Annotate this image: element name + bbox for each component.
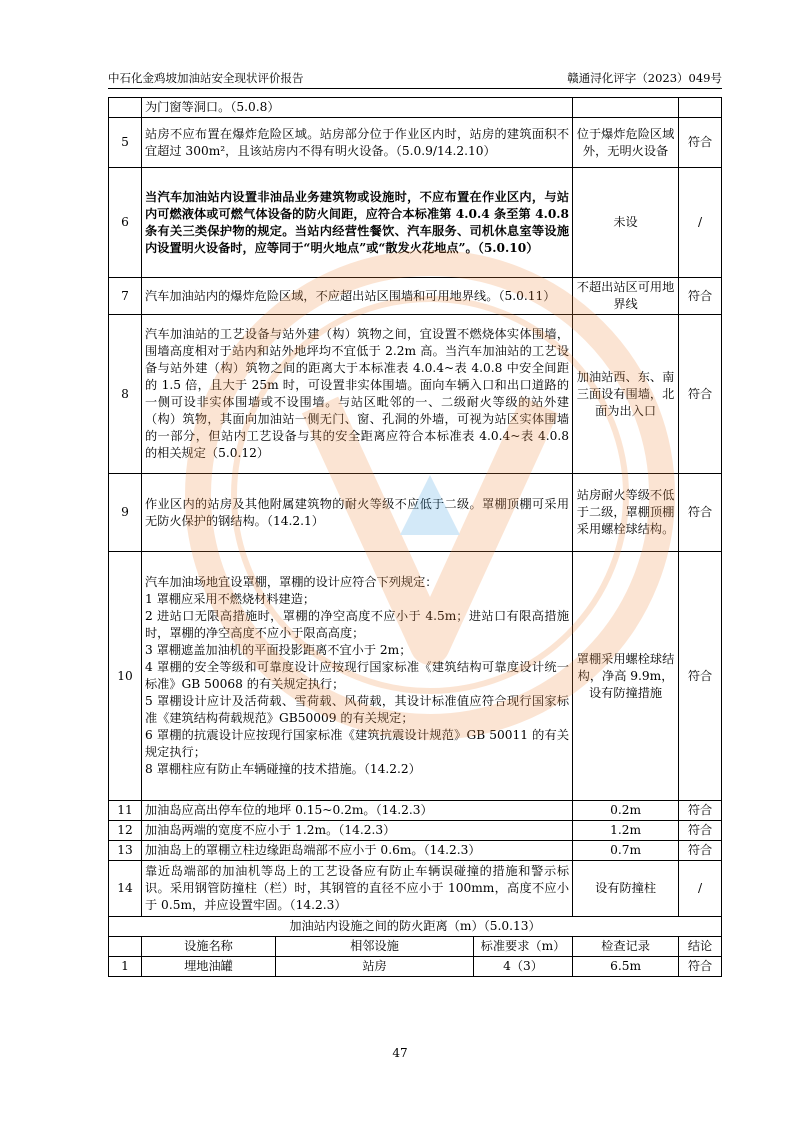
row-requirement: 汽车加油站的工艺设备与站外建（构）筑物之间，宜设置不燃烧体实体围墙，围墙高度相对于站内和站外地坪均不宜低于 2.2m 高。当汽车加油站的工艺设备与站外建（构）筑物之间的距离大于本标准表 4.0.4~表 4.0.8 中安全间距的 1.5 倍，且大于 25m 时，可设置非实体围墙。面向车辆入口和出口道路的一侧可设非实体围墙或不设围墙。与站区毗邻的一、二级耐火等级的站外建（构）筑物，其面向加油站一侧无门、窗、孔洞的外墙，可视为站区实体围墙的一部分，但站内工艺设备与其的安全距离应符合本标准表 4.0.4~表 4.0.8 的相关规定（5.0.12） [142,315,573,474]
row-conclusion: 符合 [679,801,722,821]
row-number: 10 [109,552,142,801]
row-conclusion: 符合 [679,278,722,315]
evaluation-table [108,97,722,977]
row-requirement: 当汽车加油站内设置非油品业务建筑物或设施时，不应布置在作业区内，与站内可燃液体或可燃气体设备的防火间距，应符合本标准第 4.0.4 条至第 4.0.8 条有关三类保护物的规定。当站内经营性餐饮、汽车服务、司机休息室等设施内设置明火设备时，应等同于“明火地点”或“散发火花地点”。（5.0.10） [142,168,573,278]
row-number: 8 [109,315,142,474]
row-check-record: 不超出站区可用地界线 [573,278,679,315]
fire-row-record: 6.5m [573,957,679,977]
row-requirement: 作业区内的站房及其他附属建筑物的耐火等级不应低于二级。罩棚顶棚可采用无防火保护的钢结构。（14.2.1） [142,474,573,552]
row-conclusion: 符合 [679,552,722,801]
row-requirement: 靠近岛端部的加油机等岛上的工艺设备应有防止车辆误碰撞的措施和警示标识。采用钢管防撞柱（栏）时，其钢管的直径不应小于 100mm，高度不应小于 0.5m，并应设置牢固。（14.2.3） [142,861,573,917]
row-check-record: 未设 [573,168,679,278]
check-row [109,552,722,801]
check-row [109,801,722,821]
page-number: 47 [392,1046,408,1060]
row-number: 13 [109,841,142,861]
row-conclusion: / [679,168,722,278]
row-requirement: 为门窗等洞口。（5.0.8） [142,98,573,118]
check-row [109,861,722,917]
fire-distance-section [109,917,722,957]
check-row [109,118,722,168]
row-conclusion: 符合 [679,118,722,168]
fire-distance-rows [109,957,722,977]
header-report-title: 中石化金鸡坡加油站安全现状评价报告 [108,71,304,85]
row-requirement: 站房不应布置在爆炸危险区域。站房部分位于作业区内时，站房的建筑面积不宜超过 300m²，且该站房内不得有明火设备。（5.0.9/14.2.10） [142,118,573,168]
row-number: 11 [109,801,142,821]
row-check-record: 0.7m [573,841,679,861]
row-conclusion: / [679,861,722,917]
row-number: 5 [109,118,142,168]
sub-header-record: 检查记录 [573,937,679,957]
row-requirement: 汽车加油站内的爆炸危险区域，不应超出站区围墙和可用地界线。（5.0.11） [142,278,573,315]
check-row [109,474,722,552]
check-rows [109,98,722,917]
row-check-record: 罩棚采用螺栓球结构，净高 9.9m，设有防撞措施 [573,552,679,801]
row-check-record [573,98,679,118]
row-check-record: 1.2m [573,821,679,841]
check-row [109,841,722,861]
row-number: 14 [109,861,142,917]
row-number: 9 [109,474,142,552]
check-row [109,315,722,474]
fire-row-standard: 4（3） [474,957,573,977]
fire-row-result: 符合 [679,957,722,977]
sub-header-facility: 设施名称 [142,937,276,957]
row-requirement: 汽车加油场地宜设罩棚，罩棚的设计应符合下列规定： 1 罩棚应采用不燃烧材料建造； 2 进站口无限高措施时，罩棚的净空高度不应小于 4.5m；进站口有限高措施时，罩棚的净空高度不应小于限高高度； 3 罩棚遮盖加油机的平面投影距离不宜小于 2m； 4 罩棚的安全等级和可靠度设计应按现行国家标准《建筑结构可靠度设计统一标准》GB 50068 的有关规定执行； 5 罩棚设计应计及活荷载、雪荷载、风荷载，其设计标准值应符合现行国家标准《建筑结构荷载规范》GB50009 的有关规定； 6 罩棚的抗震设计应按现行国家标准《建筑抗震设计规范》GB 50011 的有关规定执行； 8 罩棚柱应有防止车辆碰撞的技术措施。（14.2.2） [142,552,573,801]
row-conclusion: 符合 [679,315,722,474]
row-conclusion: 符合 [679,821,722,841]
row-conclusion: 符合 [679,474,722,552]
row-requirement: 加油岛上的罩棚立柱边缘距岛端部不应小于 0.6m。（14.2.3） [142,841,573,861]
fire-row-number: 1 [109,957,142,977]
fire-row-facility: 埋地油罐 [142,957,276,977]
row-number: 7 [109,278,142,315]
row-check-record: 加油站西、东、南三面设有围墙，北面为出入口 [573,315,679,474]
row-number: 12 [109,821,142,841]
row-check-record: 站房耐火等级不低于二级，罩棚顶棚采用螺栓球结构。 [573,474,679,552]
row-conclusion [679,98,722,118]
row-requirement: 加油岛两端的宽度不应小于 1.2m。（14.2.3） [142,821,573,841]
row-requirement: 加油岛应高出停车位的地坪 0.15~0.2m。（14.2.3） [142,801,573,821]
page-header [108,66,722,89]
sub-header-standard: 标准要求（m） [474,937,573,957]
row-conclusion: 符合 [679,841,722,861]
check-row [109,278,722,315]
header-report-number: 赣通浔化评字（2023）049号 [567,71,722,85]
section-title-row [109,917,722,937]
check-row [109,168,722,278]
row-check-record: 位于爆炸危险区域外，无明火设备 [573,118,679,168]
fire-distance-row [109,957,722,977]
section-title: 加油站内设施之间的防火距离（m）（5.0.13） [109,917,722,937]
sub-header-blank [109,937,142,957]
row-check-record: 0.2m [573,801,679,821]
check-row [109,98,722,118]
row-number: 6 [109,168,142,278]
sub-header-result: 结论 [679,937,722,957]
sub-header-adjacent: 相邻设施 [276,937,474,957]
sub-header-row [109,937,722,957]
row-number [109,98,142,118]
check-row [109,821,722,841]
row-check-record: 设有防撞柱 [573,861,679,917]
fire-row-adjacent: 站房 [276,957,474,977]
